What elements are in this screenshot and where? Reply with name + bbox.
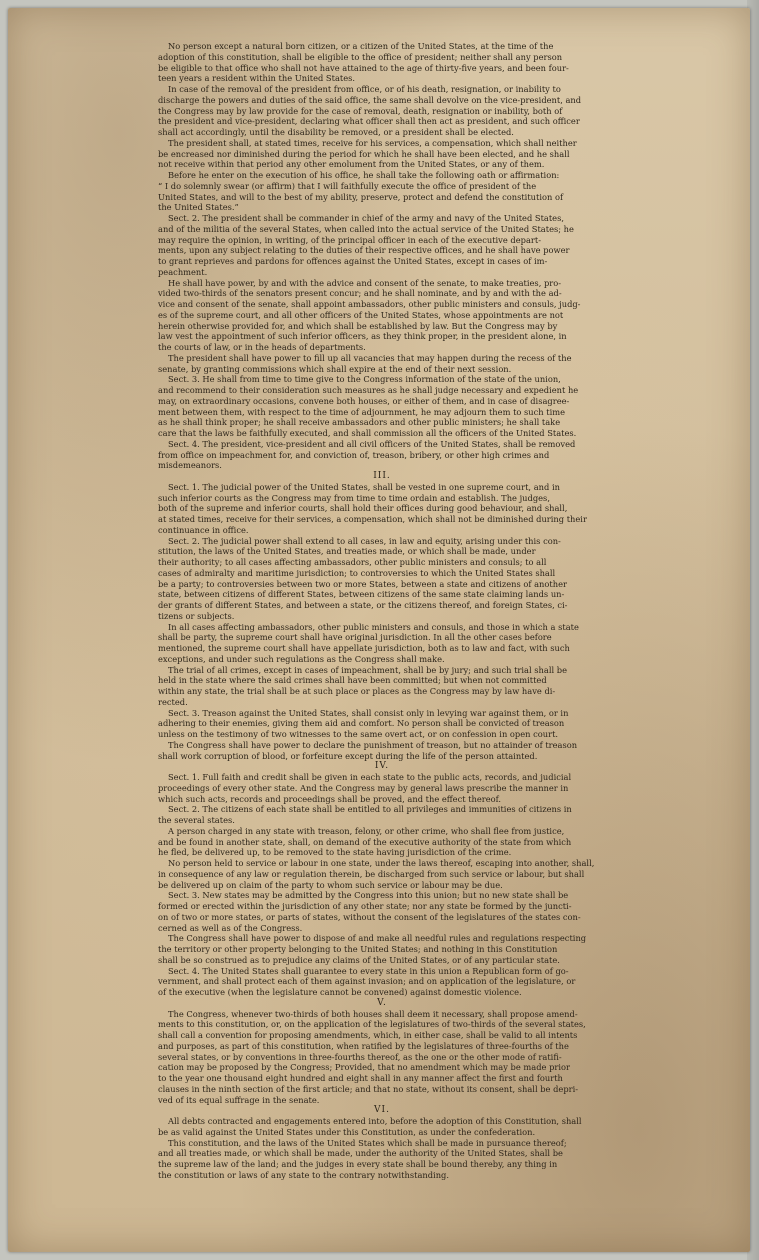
article-v xyxy=(158,1009,606,1106)
text-line: the United States.” xyxy=(158,202,239,213)
text-line: The Congress shall have power to dispose of and make all needful rules and regulations respecting xyxy=(168,933,587,944)
text-line: “ I do solemnly swear (or affirm) that I will faithfully execute the office of president of the xyxy=(158,180,537,191)
parchment-page xyxy=(8,8,750,1252)
article-iii xyxy=(158,482,606,762)
text-line: Sect. 1. Full faith and credit shall be given in each state to the public acts, records, and judicial xyxy=(168,772,572,782)
text-line: A person charged in any state with treason, felony, or other crime, who shall flee from justice, xyxy=(168,825,565,836)
text-line: cerned as well as of the Congress. xyxy=(158,922,303,933)
text-line: shall act accordingly, until the disability be removed, or a president shall be elected. xyxy=(158,127,514,137)
text-line: Sect. 4. The United States shall guarantee to every state in this union a Republican form of go- xyxy=(168,965,569,976)
text-line: care that the laws be faithfully executed, and shall commission all the officers of the United States. xyxy=(158,428,577,438)
text-line: vided two-thirds of the senators present concur; and he shall nominate, and by and with the ad- xyxy=(158,288,562,299)
text-line: stitution, the laws of the United States, and treaties made, or which shall be made, under xyxy=(158,546,536,557)
text-line: the several states. xyxy=(158,815,235,825)
text-line: United States, and will to the best of my ability, preserve, protect and defend the constitution of xyxy=(158,191,564,202)
text-line: he fled, be delivered up, to be removed to the state having jurisdiction of the crime. xyxy=(158,847,512,858)
text-line: be as valid against the United States under this Constitution, as under the confederation. xyxy=(158,1126,536,1137)
text-line: such inferior courts as the Congress may from time to time ordain and establish. The judges, xyxy=(158,492,550,503)
text-line: the territory or other property belonging to the United States; and nothing in this Constitution xyxy=(158,944,558,954)
text-line: The Congress, whenever two-thirds of both houses shall deem it necessary, shall propose amend- xyxy=(168,1008,578,1019)
text-line: be eligible to that office who shall not have attained to the age of thirty-five years, and been four- xyxy=(158,62,569,73)
text-line: proceedings of every other state. And the Congress may by general laws prescribe the manner in xyxy=(158,782,569,793)
text-line: cation may be proposed by the Congress; Provided, that no amendment which may be made prior xyxy=(158,1062,570,1073)
text-line: Sect. 2. The president shall be commander in chief of the army and navy of the United States, xyxy=(168,213,564,223)
text-line: in consequence of any law or regulation therein, be discharged from such service or labour, but shall xyxy=(158,868,585,879)
document-text xyxy=(158,41,606,1181)
text-line: law vest the appointment of such inferior officers, as they think proper, in the president alone, in xyxy=(158,331,567,342)
text-line: es of the supreme court, and all other officers of the United States, whose appointments are not xyxy=(158,309,564,320)
text-line: which such acts, records and proceedings shall be proved, and the effect thereof. xyxy=(158,793,502,804)
text-line: to the year one thousand eight hundred and eight shall in any manner affect the first and fourth xyxy=(158,1073,563,1083)
text-line: shall be so construed as to prejudice any claims of the United States, or of any particular state. xyxy=(158,954,560,965)
text-line: the president and vice-president, declaring what officer shall then act as president, and such officer xyxy=(158,116,580,127)
text-line: their authority; to all cases affecting ambassadors, other public ministers and consuls; to all xyxy=(158,557,547,567)
text-line: Sect. 3. He shall from time to time give to the Congress information of the state of the union, xyxy=(168,374,561,385)
text-line: peachment. xyxy=(158,266,208,277)
text-line: of the executive (when the legislature cannot be convened) against domestic violence. xyxy=(158,987,522,997)
text-line: herein otherwise provided for, and which shall be established by law. But the Congress may by xyxy=(158,320,558,331)
text-line: discharge the powers and duties of the said office, the same shall devolve on the vice-president, and xyxy=(158,94,582,105)
article-ii-continued xyxy=(158,41,606,471)
text-line: teen years a resident within the United States. xyxy=(158,73,356,84)
text-line: the constitution or laws of any state to the contrary notwithstanding. xyxy=(158,1169,449,1180)
text-line: state, between citizens of different States, between citizens of the same state claiming lands un- xyxy=(158,589,565,600)
text-line: cases of admiralty and maritime jurisdiction; to controversies to which the United States shall xyxy=(158,567,556,578)
text-line: shall be party, the supreme court shall have original jurisdiction. In all the other cases before xyxy=(158,632,552,643)
text-line: adoption of this constitution, shall be eligible to the office of president; neither shall any person xyxy=(158,51,563,62)
text-line: The Congress shall have power to declare the punishment of treason, but no attainder of treason xyxy=(168,739,578,750)
text-line: No person held to service or labour in one state, under the laws thereof, escaping into another, shall, xyxy=(168,858,595,868)
text-line: The president shall have power to fill up all vacancies that may happen during the recess of the xyxy=(168,352,572,363)
text-line: Sect. 3. Treason against the United States, shall consist only in levying war against them, or in xyxy=(168,707,569,718)
text-line: exceptions, and under such regulations as the Congress shall make. xyxy=(158,653,445,664)
text-line: the courts of law, or in the heads of departments. xyxy=(158,342,366,352)
text-line: No person except a natural born citizen, or a citizen of the United States, at the time of the xyxy=(168,41,554,51)
text-line: adhering to their enemies, giving them aid and comfort. No person shall be convicted of treason xyxy=(158,718,565,729)
text-line: as he shall think proper; he shall receive ambassadors and other public ministers; he shall take xyxy=(158,417,561,428)
text-line: In all cases affecting ambassadors, other public ministers and consuls, and those in which a state xyxy=(168,621,579,632)
text-line: ments to this constitution, or, on the application of the legislatures of two-thirds of the several states, xyxy=(158,1019,586,1030)
text-line: and purposes, as part of this constitution, when ratified by the legislatures of three-fourths of the xyxy=(158,1040,569,1051)
text-line: Sect. 1. The judicial power of the United States, shall be vested in one supreme court, and in xyxy=(168,481,560,492)
text-line: and recommend to their consideration such measures as he shall judge necessary and expedient he xyxy=(158,385,579,395)
text-line: the Congress may by law provide for the case of removal, death, resignation or inability, both of xyxy=(158,105,563,116)
text-line: ment between them, with respect to the time of adjournment, he may adjourn them to such time xyxy=(158,406,566,417)
text-line: and of the militia of the several States, when called into the actual service of the United States; he xyxy=(158,223,574,234)
text-line: rected. xyxy=(158,696,188,707)
text-line: may require the opinion, in writing, of the principal officer in each of the executive depart- xyxy=(158,234,542,245)
text-line: senate, by granting commissions which shall expire at the end of their next session. xyxy=(158,363,512,374)
text-line: be delivered up on claim of the party to whom such service or labour may be due. xyxy=(158,879,503,890)
article-heading-iii: III. xyxy=(373,471,391,481)
text-line: der grants of different States, and between a state, or the citizens thereof, and foreign States, ci- xyxy=(158,600,568,610)
text-line: vernment, and shall protect each of them against invasion; and on application of the legislature, or xyxy=(158,976,576,987)
text-line: Sect. 4. The president, vice-president and all civil officers of the United States, shall be removed xyxy=(168,438,576,449)
text-line: This constitution, and the laws of the United States which shall be made in pursuance thereof; xyxy=(168,1137,567,1148)
text-line: the supreme law of the land; and the judges in every state shall be bound thereby, any thing in xyxy=(158,1159,558,1169)
text-line: may, on extraordinary occasions, convene both houses, or either of them, and in case of disagree- xyxy=(158,395,570,406)
text-line: tizens or subjects. xyxy=(158,610,235,621)
text-line: All debts contracted and engagements entered into, before the adoption of this Constitution, shall xyxy=(168,1116,582,1126)
text-line: to grant reprieves and pardons for offences against the United States, except in cases of im- xyxy=(158,256,548,266)
text-line: be encreased nor diminished during the period for which he shall have been elected, and he shall xyxy=(158,148,570,159)
text-line: held in the state where the said crimes shall have been committed; but when not committed xyxy=(158,675,547,686)
text-line: He shall have power, by and with the advice and consent of the senate, to make treaties, pro- xyxy=(168,277,562,288)
text-line: The trial of all crimes, except in cases of impeachment, shall be by jury; and such trial shall be xyxy=(168,664,567,675)
text-line: Sect. 2. The citizens of each state shall be entitled to all privileges and immunities of citizens in xyxy=(168,804,572,815)
text-line: and be found in another state, shall, on demand of the executive authority of the state from which xyxy=(158,836,572,847)
text-line: unless on the testimony of two witnesses to the same overt act, or on confession in open court. xyxy=(158,729,559,739)
article-heading-vi: VI. xyxy=(374,1105,390,1116)
text-line: formed or erected within the jurisdiction of any other state; nor any state be formed by the juncti- xyxy=(158,901,572,911)
article-vi xyxy=(158,1116,606,1181)
text-line: on of two or more states, or parts of states, without the consent of the legislatures of the states con- xyxy=(158,911,581,922)
article-heading-iv: IV. xyxy=(374,761,390,772)
article-iv xyxy=(158,772,606,998)
text-line: at stated times, receive for their services, a compensation, which shall not be diminished during their xyxy=(158,514,587,524)
text-line: clauses in the ninth section of the first article; and that no state, without its consent, shall be depri- xyxy=(158,1083,579,1094)
article-heading-v: V. xyxy=(377,997,387,1008)
text-line: be a party; to controversies between two or more States, between a state and citizens of another xyxy=(158,578,567,589)
text-line: ments, upon any subject relating to the duties of their respective offices, and he shall have power xyxy=(158,245,570,256)
text-line: Before he enter on the execution of his office, he shall take the following oath or affirmation: xyxy=(168,170,560,180)
text-line: Sect. 2. The judicial power shall extend to all cases, in law and equity, arising under this con- xyxy=(168,535,561,546)
text-line: and all treaties made, or which shall be made, under the authority of the United States, shall be xyxy=(158,1148,563,1159)
text-line: The president shall, at stated times, receive for his services, a compensation, which shall neither xyxy=(168,137,577,148)
text-line: several states, or by conventions in three-fourths thereof, as the one or the other mode of ratifi- xyxy=(158,1051,562,1062)
text-line: ved of its equal suffrage in the senate. xyxy=(158,1094,320,1105)
text-line: from office on impeachment for, and conviction of, treason, bribery, or other high crimes and xyxy=(158,449,550,460)
text-line: not receive within that period any other emolument from the United States, or any of them. xyxy=(158,159,545,170)
text-line: continuance in office. xyxy=(158,524,249,535)
text-line: In case of the removal of the president from office, or of his death, resignation, or inability to xyxy=(168,84,561,94)
text-line: vice and consent of the senate, shall appoint ambassadors, other public ministers and consuls, judg- xyxy=(158,299,581,309)
text-line: Sect. 3. New states may be admitted by the Congress into this union; but no new state shall be xyxy=(168,890,569,901)
text-line: shall work corruption of blood, or forfeiture except during the life of the person attainted. xyxy=(158,750,538,761)
text-line: within any state, the trial shall be at such place or places as the Congress may by law have di- xyxy=(158,686,556,696)
text-line: mentioned, the supreme court shall have appellate jurisdiction, both as to law and fact, with such xyxy=(158,643,570,653)
text-line: misdemeanors. xyxy=(158,460,222,471)
text-line: shall call a convention for proposing amendments, which, in either case, shall be valid to all intents xyxy=(158,1030,578,1040)
text-line: both of the supreme and inferior courts, shall hold their offices during good behaviour, and shall, xyxy=(158,503,568,514)
